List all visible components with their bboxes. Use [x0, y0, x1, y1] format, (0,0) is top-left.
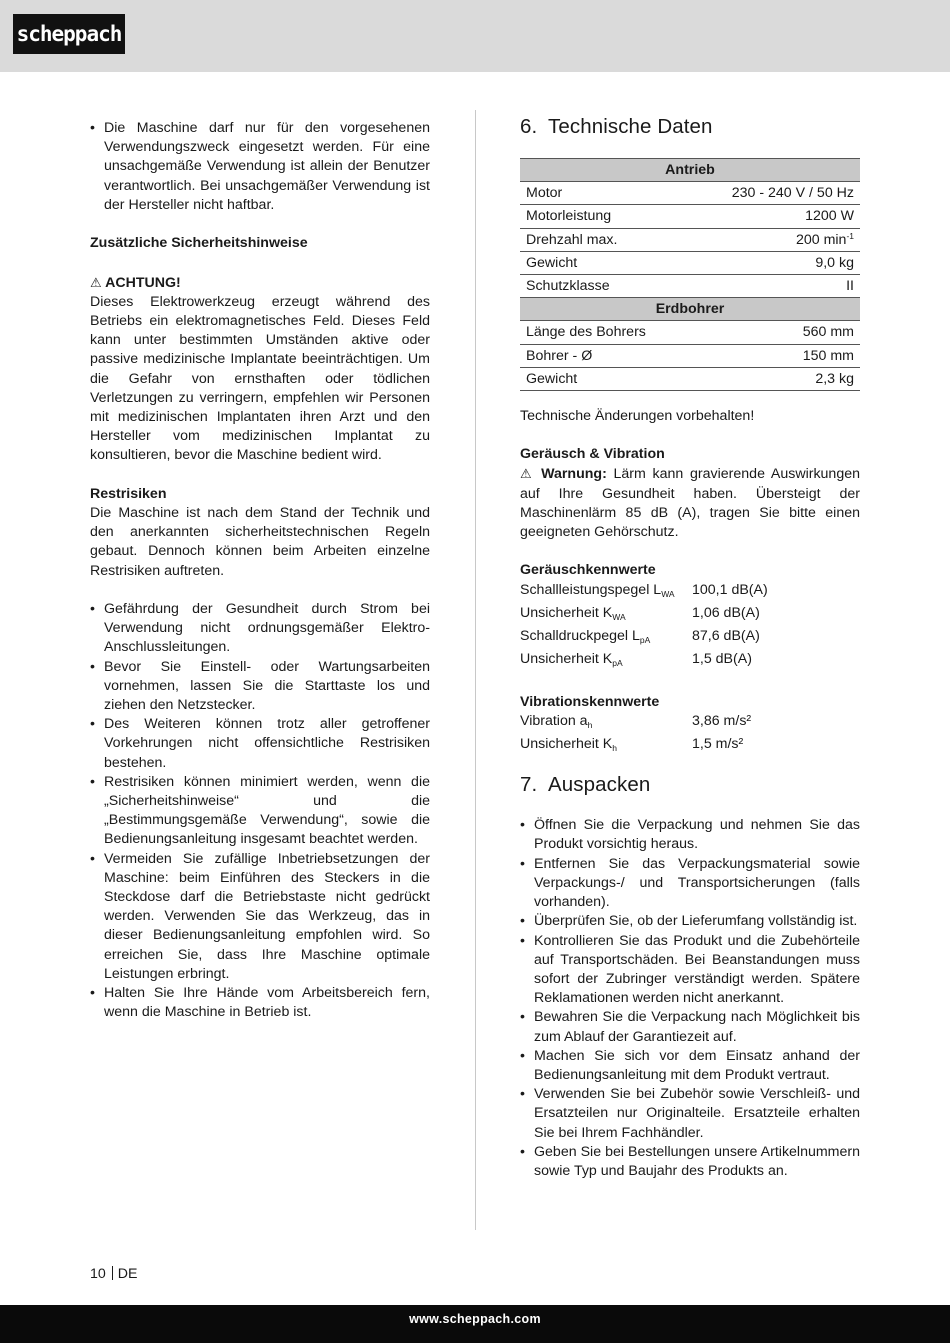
row-value: 9,0 kg — [688, 251, 860, 274]
warning-text: Lärm kann gravierende Auswirkungen auf Ihre Gesundheit haben. Übersteigt der Maschinenlärm 85 dB (A), tragen Sie bitte einen geeigneten Gehörschutz. — [520, 466, 860, 541]
caution-text: Dieses Elektrowerkzeug erzeugt während des Betriebs ein elektromagnetisches Feld. Dieses Feld kann unter bestimmten Umständen aktive oder passive medizinische Implantate beeinträchtigen. Um die Gefahr von ernsthaften oder tödlichen Verletzungen zu verringern, empfehlen wir Personen mit medizinischen Implantaten ihren Arzt und den Hersteller vom medizinischen Implantat zu konsultieren, bevor die Maschine bedient wird. — [90, 293, 430, 464]
table-row — [520, 344, 860, 367]
row-label: Motorleistung — [520, 205, 688, 228]
noise-value-row — [520, 604, 860, 627]
warning-label: Warnung: — [541, 466, 607, 483]
list-item: • Des Weiteren können trotz aller getroffener Vorkehrungen nicht offensichtliche Restrisiken bestehen. — [90, 715, 430, 773]
value: 87,6 dB(A) — [692, 628, 760, 645]
row-value-sup: -1 — [846, 231, 854, 242]
row-value: 2,3 kg — [688, 367, 860, 390]
list-item: • Geben Sie bei Bestellungen unsere Artikelnummern sowie Typ und Baujahr des Produkts an. — [520, 1143, 860, 1181]
right-column — [520, 112, 860, 1181]
column-divider — [475, 110, 476, 1230]
row-value-text: 200 min — [795, 232, 847, 249]
section-number: 6. — [520, 115, 538, 138]
row-label: Drehzahl max. — [520, 228, 688, 251]
scheppach-logo: scheppach — [13, 14, 125, 54]
warning-icon: ⚠ — [520, 466, 535, 482]
list-item: • Restrisiken können minimiert werden, wenn die „Sicherheitshinweise“ und die „Bestimmungsgemäße Verwendung“, sowie die Bedienungsanleitung insgesamt beachtet werden. — [90, 773, 430, 850]
table-group-row — [520, 298, 860, 321]
row-label: Länge des Bohrers — [520, 321, 688, 344]
value-label: Unsicherheit $K_{WA}$ — [520, 604, 626, 622]
unpack-list — [520, 816, 860, 1181]
value-label: Vibration $a_h$ — [520, 712, 593, 730]
row-label: Gewicht — [520, 251, 688, 274]
section-title-tech — [520, 112, 860, 142]
value: 3,86 m/s² — [692, 712, 752, 729]
caution-heading — [90, 273, 430, 293]
section-number: 7. — [520, 773, 538, 797]
page-number-value: 10 — [90, 1266, 106, 1282]
vibration-value-row — [520, 712, 860, 735]
row-value: 560 mm — [688, 321, 860, 344]
row-value: 1200 W — [688, 205, 860, 228]
list-item: • Verwenden Sie bei Zubehör sowie Verschleiß- und Ersatzteilen nur Originalteile. Ersatzteile erhalten Sie bei Ihrem Fachhändler. — [520, 1085, 860, 1143]
list-item: • Machen Sie sich vor dem Einsatz anhand der Bedienungsanleitung mit dem Produkt vertraut. — [520, 1047, 860, 1085]
list-item: • Öffnen Sie die Verpackung und nehmen Sie das Produkt vorsichtig heraus. — [520, 816, 860, 854]
value: 100,1 dB(A) — [692, 581, 768, 598]
list-item: • Überprüfen Sie, ob der Lieferumfang vollständig ist. — [520, 912, 860, 931]
table-row — [520, 228, 860, 251]
value-label: Schalldruckpegel $L_{pA}$ — [520, 628, 651, 646]
section-title-unpack — [520, 770, 860, 800]
header-band — [0, 0, 950, 72]
table-row — [520, 182, 860, 205]
row-label: Schutzklasse — [520, 274, 688, 297]
value-label: Unsicherheit $K_{pA}$ — [520, 651, 623, 669]
value: 1,06 dB(A) — [692, 604, 760, 621]
list-item: • Gefährdung der Gesundheit durch Strom bei Verwendung nicht ordnungsgemäßer Elektro-Anschlussleitungen. — [90, 600, 430, 658]
table-group-row — [520, 159, 860, 182]
page-number — [90, 1265, 138, 1284]
section-title-text: Auspacken — [548, 773, 651, 797]
page-separator — [112, 1266, 113, 1280]
left-column — [90, 119, 430, 1022]
table-row — [520, 367, 860, 390]
noise-warning — [520, 464, 860, 542]
residual-list — [90, 600, 430, 1022]
caution-label: ACHTUNG! — [105, 274, 181, 291]
list-item: • Entfernen Sie das Verpackungsmaterial sowie Verpackungs-/ und Transportsicherungen (falls vorhanden). — [520, 855, 860, 913]
list-item: • Die Maschine darf nur für den vorgesehenen Verwendungszweck eingesetzt werden. Für eine unsachgemäße Verwendung ist allein der Benutzer verantwortlich. Bei unsachgemäßer Verwendung ist der Hersteller nicht haftbar. — [90, 119, 430, 215]
table-row — [520, 205, 860, 228]
row-label: Bohrer - Ø — [520, 344, 688, 367]
noise-value-row — [520, 581, 860, 604]
list-item: • Vermeiden Sie zufällige Inbetriebsetzungen der Maschine: beim Einführen des Steckers in die Steckdose darf die Betriebstaste nicht gedrückt werden. Verwenden Sie das Werkzeug, das in dieser Bedienungsanleitung empfohlen wird. So erreichen Sie, dass Ihre Maschine optimale Leistungen erbringt. — [90, 850, 430, 984]
table-row — [520, 321, 860, 344]
footer-url[interactable]: www.scheppach.com — [409, 1312, 541, 1326]
row-value: 150 mm — [688, 344, 860, 367]
list-item: • Kontrollieren Sie das Produkt und die Zubehörteile auf Transportschäden. Bei Beanstandungen muss sofort der Zubringer verständigt werden. Spätere Reklamationen werden nicht anerkannt. — [520, 932, 860, 1009]
residual-heading: Restrisiken — [90, 485, 167, 502]
group-label: Antrieb — [520, 159, 860, 182]
safety-heading: Zusätzliche Sicherheitshinweise — [90, 235, 308, 252]
list-item: • Halten Sie Ihre Hände vom Arbeitsbereich fern, wenn die Maschine in Betrieb ist. — [90, 984, 430, 1022]
table-row — [520, 251, 860, 274]
vibration-heading: Vibrationskennwerte — [520, 693, 660, 710]
tech-data-table — [520, 158, 860, 391]
list-item: • Bevor Sie Einstell- oder Wartungsarbeiten vornehmen, lassen Sie die Starttaste los und ziehen den Netzstecker. — [90, 658, 430, 716]
warning-icon: ⚠ — [90, 274, 102, 290]
intro-list — [90, 119, 430, 215]
value-label: Unsicherheit $K_h$ — [520, 736, 617, 754]
value: 1,5 m/s² — [692, 736, 744, 753]
row-value — [688, 228, 860, 251]
row-label: Motor — [520, 182, 688, 205]
language-code: DE — [117, 1266, 138, 1282]
tech-note: Technische Änderungen vorbehalten! — [520, 407, 755, 424]
section-title-text: Technische Daten — [548, 115, 713, 138]
noise-value-row — [520, 627, 860, 650]
residual-text: Die Maschine ist nach dem Stand der Technik und den anerkannten sicherheitstechnischen Regeln gebaut. Dennoch können beim Arbeiten einzelne Restrisiken auftreten. — [90, 505, 430, 579]
noise-value-row — [520, 650, 860, 673]
value-label: Schallleistungspegel $L_{WA}$ — [520, 581, 675, 599]
row-label: Gewicht — [520, 367, 688, 390]
row-value: II — [688, 274, 860, 297]
list-item: • Bewahren Sie die Verpackung nach Möglichkeit bis zum Ablauf der Garantiezeit auf. — [520, 1008, 860, 1046]
noise-values-heading: Geräuschkennwerte — [520, 562, 656, 579]
row-value: 230 - 240 V / 50 Hz — [688, 182, 860, 205]
group-label: Erdbohrer — [520, 298, 860, 321]
noise-heading: Geräusch & Vibration — [520, 446, 665, 463]
table-row — [520, 274, 860, 297]
value: 1,5 dB(A) — [692, 651, 752, 668]
vibration-value-row — [520, 735, 860, 758]
